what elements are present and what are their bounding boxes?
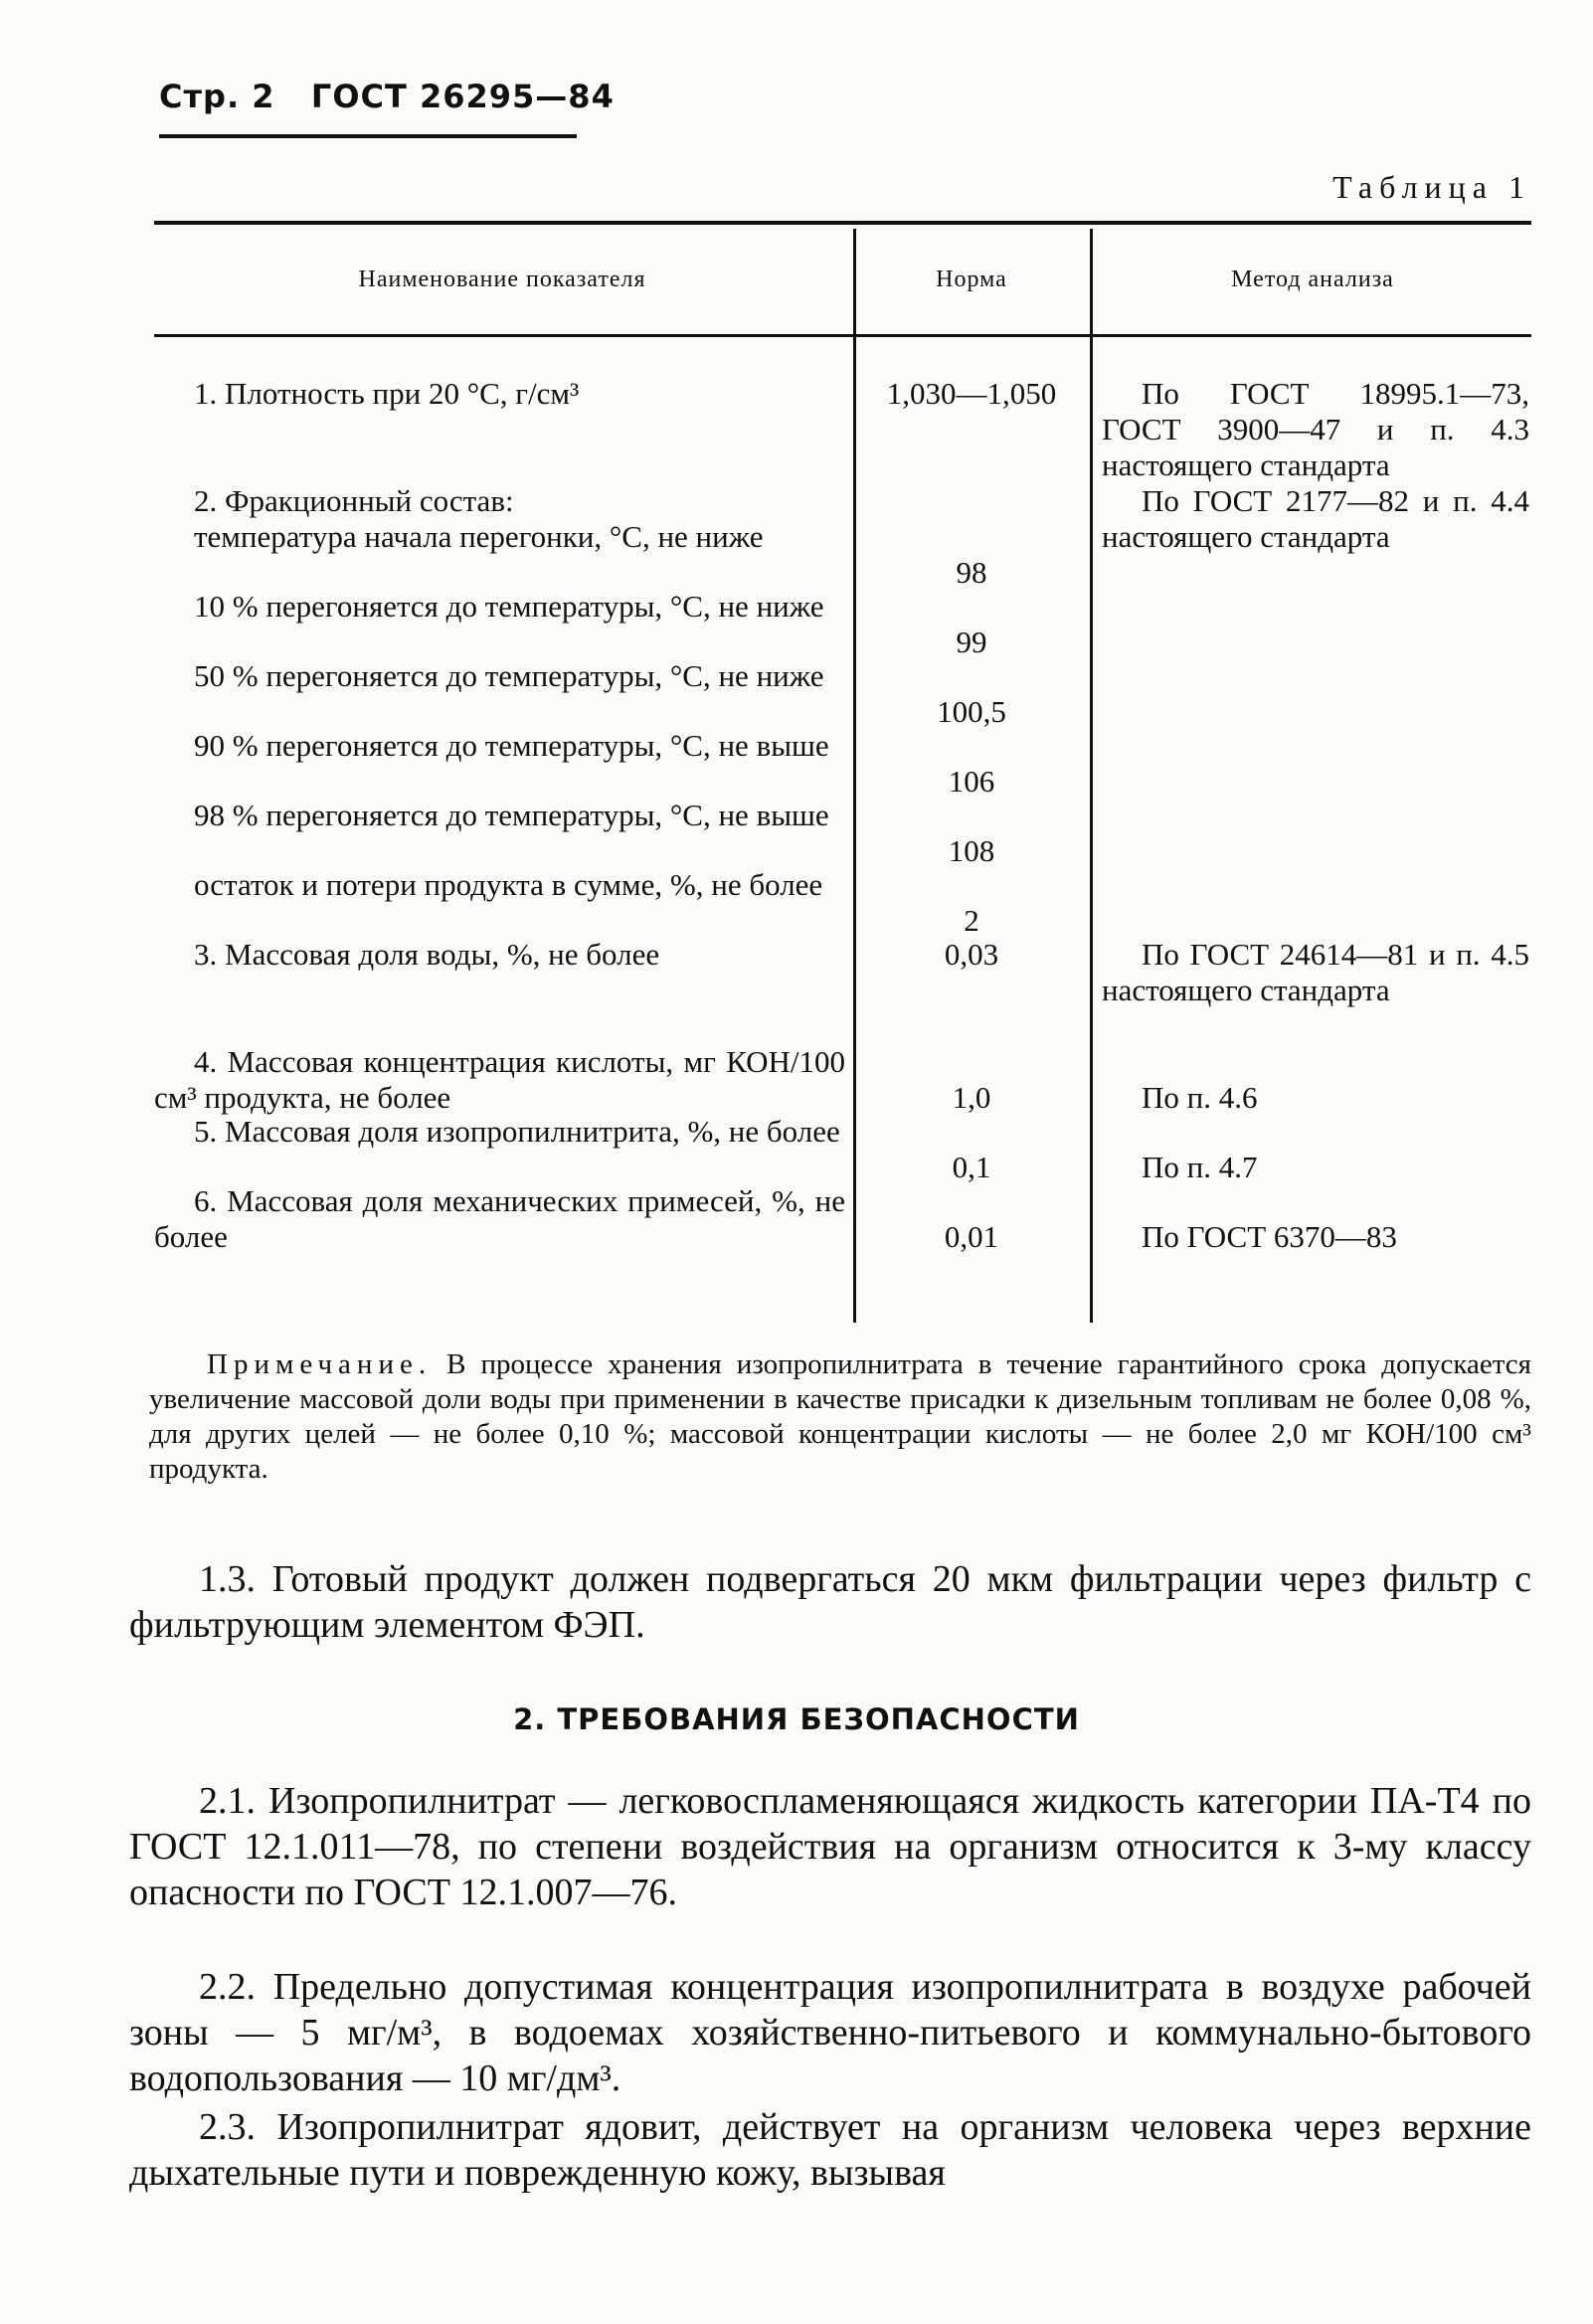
table-row-name: температура начала перегонки, °С, не ниже xyxy=(194,519,764,554)
section-title: 2. ТРЕБОВАНИЯ БЕЗОПАСНОСТИ xyxy=(513,1702,1080,1736)
table-row-name: 5. Массовая доля изопропилнитрита, %, не более xyxy=(194,1114,840,1149)
table-row-norm: 0,01 xyxy=(944,1219,999,1254)
table-row-method: По п. 4.6 xyxy=(1142,1080,1258,1115)
paragraph-2-3: 2.3. Изопропилнитрат ядовит, действует на организм человека через верхние дыхательные пути и поврежденную кожу, вызывая xyxy=(129,2106,1531,2194)
table-row-name: 50 % перегоняется до температуры, °С, не ниже xyxy=(194,658,824,693)
table-row-name: 98 % перегоняется до температуры, °С, не выше xyxy=(194,798,829,832)
table-row-norm: 2 xyxy=(964,903,979,938)
note-text: В процессе хранения изопропилнитрата в течение гарантийного срока допускается увеличение массовой доли воды при применении в качестве присадки к дизельным топливам не более 0,08 %, для других целей — не более 0,10 %; массовой концентрации кислоты — не более 2,0 мг КОН/100 см³ продукта. xyxy=(149,1348,1531,1485)
header-underline xyxy=(159,134,577,138)
table-row-name: 3. Массовая доля воды, %, не более xyxy=(194,937,660,972)
table-row-method: По ГОСТ 2177—82 и п. 4.4 настоящего стандарта xyxy=(1102,483,1529,554)
table-row-name: 4. Массовая концентрация кислоты, мг КОН/100 см³ продукта, не более xyxy=(154,1044,845,1115)
table-row-norm: 1,030—1,050 xyxy=(886,376,1057,411)
paragraph-2-1: 2.1. Изопропилнитрат — легковоспламеняющаяся жидкость категории ПА-Т4 по ГОСТ 12.1.011—78, по степени воздействия на организм относится к 3-му классу опасности по ГОСТ 12.1.007—76. xyxy=(129,1780,1531,1913)
table-row-method: По ГОСТ 6370—83 xyxy=(1142,1219,1397,1254)
standard-code: ГОСТ 26295—84 xyxy=(310,78,615,115)
table-row-norm: 0,03 xyxy=(944,937,999,972)
col-header-name: Наименование показателя xyxy=(358,267,646,292)
table-row-name: 90 % перегоняется до температуры, °С, не выше xyxy=(194,728,829,763)
note-label: Примечание. xyxy=(207,1348,433,1380)
table-note xyxy=(149,1347,1531,1487)
table-caption: Таблица 1 xyxy=(1332,169,1531,205)
paragraph-1-3: 1.3. Готовый продукт должен подвергаться 20 мкм фильтрации через фильтр с фильтрующим элементом ФЭП. xyxy=(129,1558,1531,1646)
table-row-norm: 1,0 xyxy=(952,1080,991,1115)
table-row-norm: 106 xyxy=(948,764,995,799)
table-row-norm: 99 xyxy=(956,625,987,659)
table-row-norm: 100,5 xyxy=(937,694,1006,729)
table-row-norm: 98 xyxy=(956,555,987,590)
table-row-name: 2. Фракционный состав: xyxy=(194,483,514,518)
col-header-method: Метод анализа xyxy=(1231,267,1394,292)
table-top-rule xyxy=(154,221,1531,225)
table-row-name: 10 % перегоняется до температуры, °С, не ниже xyxy=(194,589,824,624)
paragraph-2-2: 2.2. Предельно допустимая концентрация изопропилнитрата в воздухе рабочей зоны — 5 мг/м³, в водоемах хозяйственно-питьевого и коммунально-бытового водопользования — 10 мг/дм³. xyxy=(129,1966,1531,2099)
col-divider-2 xyxy=(1090,229,1093,1323)
table-row-method: По п. 4.7 xyxy=(1142,1150,1258,1184)
table-row-method: По ГОСТ 24614—81 и п. 4.5 настоящего стандарта xyxy=(1102,937,1529,1007)
table-row-name: 1. Плотность при 20 °С, г/см³ xyxy=(194,376,580,411)
table-row-method: По ГОСТ 18995.1—73, ГОСТ 3900—47 и п. 4.3 настоящего стандарта xyxy=(1102,376,1529,482)
table-row-norm: 0,1 xyxy=(952,1150,991,1184)
col-divider-1 xyxy=(853,229,856,1323)
table-row-norm: 108 xyxy=(948,833,995,868)
page-header xyxy=(159,78,615,115)
page-number: Стр. 2 xyxy=(159,78,275,115)
table-row-name: остаток и потери продукта в сумме, %, не более xyxy=(194,867,823,902)
table-row-name: 6. Массовая доля механических примесей, %, не более xyxy=(154,1183,845,1254)
col-header-norm: Норма xyxy=(936,267,1007,292)
table-header-rule xyxy=(154,334,1531,337)
